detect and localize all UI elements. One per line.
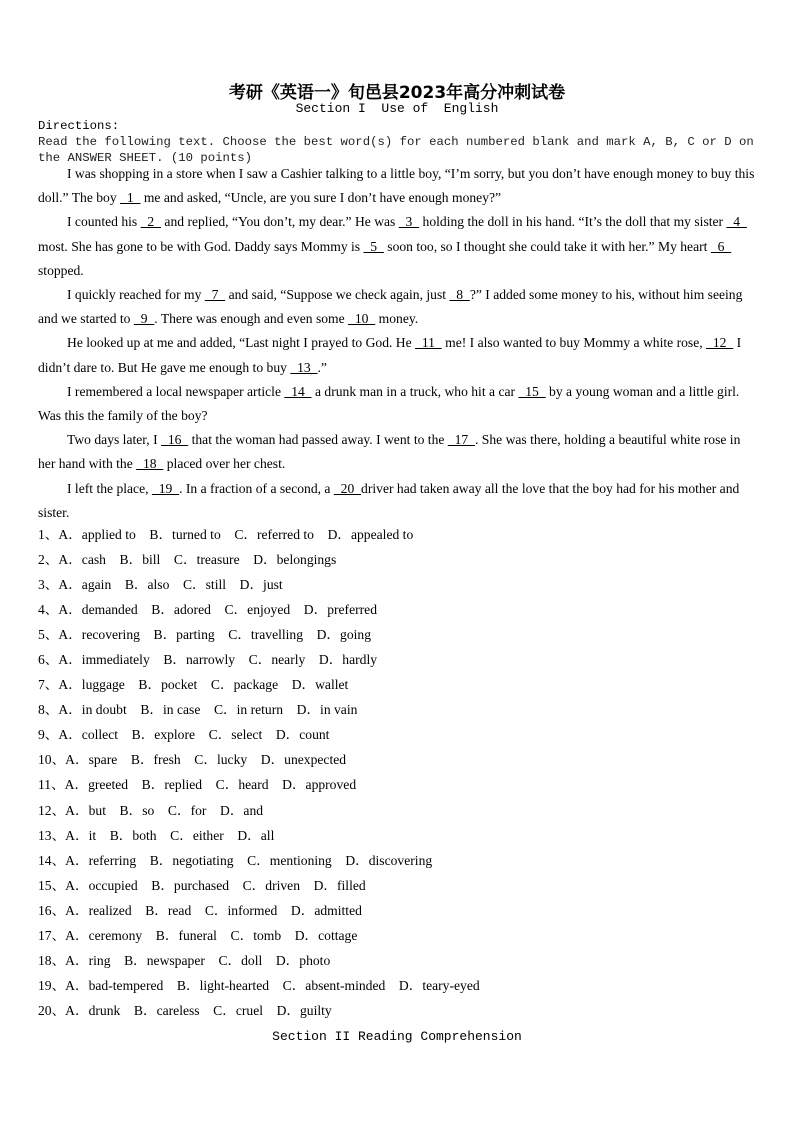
numbered-blank: 7 xyxy=(204,287,226,303)
numbered-blank: 2 xyxy=(140,214,162,230)
question-options: 17、A．ceremony B．funeral C．tomb D．cottage xyxy=(38,927,358,943)
passage-paragraph xyxy=(38,331,756,379)
passage-text: a drunk man in a truck, who hit a car xyxy=(311,383,519,399)
passage-text: driver had taken away all the love that the boy had for his mother and sister. xyxy=(38,480,740,520)
passage-text: I counted his xyxy=(67,214,141,230)
question-options: 11、A．greeted B．replied C．heard D．approved xyxy=(38,777,357,793)
numbered-blank: 15 xyxy=(518,383,546,399)
passage-text: I was shopping in a store when I saw a Cashier talking to a little boy, “I’m sorry, but you don’t have enough money to buy this doll.” The boy xyxy=(38,166,755,206)
passage-text: holding the doll in his hand. “It’s the doll that my sister xyxy=(419,214,727,230)
passage-text: money. xyxy=(375,311,419,327)
numbered-blank: 9 xyxy=(133,311,155,327)
passage-paragraph xyxy=(38,283,756,331)
passage-text: soon too, so I thought she could take it with her.” My heart xyxy=(383,238,711,254)
numbered-blank: 14 xyxy=(284,383,312,399)
passage-text: I quickly reached for my xyxy=(67,287,205,303)
numbered-blank: 18 xyxy=(136,456,164,472)
question-options: 8、A．in doubt B．in case C．in return D．in vain xyxy=(38,702,358,718)
question-options: 16、A．realized B．read C．informed D．admitted xyxy=(38,902,362,918)
passage-text: . In a fraction of a second, a xyxy=(179,480,334,496)
numbered-blank: 12 xyxy=(706,335,734,351)
question-options: 15、A．occupied B．purchased C．driven D．filled xyxy=(38,877,366,893)
question-options: 14、A．referring B．negotiating C．mentioning D．discovering xyxy=(38,852,433,868)
passage-text: Two days later, I xyxy=(67,432,162,448)
passage-text: me and asked, “Uncle, are you sure I don’t have enough money?” xyxy=(140,190,502,206)
question-options: 19、A．bad-tempered B．light-hearted C．absent-minded D．teary-eyed xyxy=(38,977,480,993)
question-options: 9、A．collect B．explore C．select D．count xyxy=(38,727,330,743)
numbered-blank: 13 xyxy=(290,359,318,375)
question-options: 10、A．spare B．fresh C．lucky D．unexpected xyxy=(38,752,347,768)
passage-text: most. She has gone to be with God. Daddy says Mommy is xyxy=(38,238,364,254)
question-options: 12、A．but B．so C．for D．and xyxy=(38,802,264,818)
numbered-blank: 20 xyxy=(333,480,362,496)
passage-text: .” xyxy=(317,359,327,375)
question-options: 7、A．luggage B．pocket C．package D．wallet xyxy=(38,677,349,693)
passage-text: ?” I added some money to his, without him seeing and we started to xyxy=(38,287,743,327)
numbered-blank: 17 xyxy=(447,432,475,448)
passage-paragraph xyxy=(38,428,756,476)
question-options: 6、A．immediately B．narrowly C．nearly D．hardly xyxy=(38,652,378,668)
passage-text: He looked up at me and added, “Last night I prayed to God. He xyxy=(67,335,416,351)
passage-text: and replied, “You don’t, my dear.” He was xyxy=(161,214,399,230)
passage-text: and said, “Suppose we check again, just xyxy=(225,287,450,303)
question-options: 18、A．ring B．newspaper C．doll D．photo xyxy=(38,952,331,968)
passage-text: placed over her chest. xyxy=(163,456,286,472)
directions-text: Read the following text. Choose the best word(s) for each numbered blank and mark A, B, C or D on the ANSWER SHEET. (10 points) xyxy=(38,135,754,165)
answer-options-list xyxy=(38,525,480,1026)
numbered-blank: 11 xyxy=(415,335,442,351)
passage-text: I left the place, xyxy=(67,480,152,496)
section-heading-use-of-english: Section I Use of English xyxy=(295,101,499,116)
passage-text: I didn’t dare to. But He gave me enough to buy xyxy=(38,335,742,375)
question-options: 5、A．recovering B．parting C．travelling D．going xyxy=(38,627,371,643)
question-options: 4、A．demanded B．adored C．enjoyed D．preferred xyxy=(38,602,377,618)
passage-paragraph xyxy=(38,162,756,210)
question-options: 1、A．applied to B．turned to C．referred to D．appealed to xyxy=(38,527,414,542)
question-options: 20、A．drunk B．careless C．cruel D．guilty xyxy=(38,1002,332,1018)
numbered-blank: 3 xyxy=(398,214,420,230)
numbered-blank: 1 xyxy=(120,190,141,206)
passage-paragraph xyxy=(38,210,756,283)
question-options: 2、A．cash B．bill C．treasure D．belongings xyxy=(38,552,337,568)
passage-text: . There was enough and even some xyxy=(154,311,349,327)
numbered-blank: 8 xyxy=(449,287,470,303)
passage-text: . She was there, holding a beautiful white rose in her hand with the xyxy=(38,432,741,472)
passage-paragraph xyxy=(38,380,756,428)
passage-text: I remembered a local newspaper article xyxy=(67,383,285,399)
passage-text: that the woman had passed away. I went to the xyxy=(188,432,448,448)
passage-text: stopped. xyxy=(38,262,84,278)
question-options: 13、A．it B．both C．either D．all xyxy=(38,827,275,843)
passage-paragraph xyxy=(38,477,756,525)
numbered-blank: 10 xyxy=(348,311,376,327)
question-options: 3、A．again B．also C．still D．just xyxy=(38,577,283,593)
cloze-passage xyxy=(38,162,756,525)
numbered-blank: 19 xyxy=(151,480,180,496)
numbered-blank: 16 xyxy=(161,432,189,448)
section-heading-reading-comprehension: Section II Reading Comprehension xyxy=(272,1029,522,1044)
numbered-blank: 6 xyxy=(710,238,732,254)
numbered-blank: 4 xyxy=(726,214,747,230)
passage-text: by a young woman and a little girl. Was this the family of the boy? xyxy=(38,383,740,424)
directions-label: Directions: xyxy=(38,119,120,133)
numbered-blank: 5 xyxy=(363,238,384,254)
page-title: 考研《英语一》旬邑县2023年高分冲刺试卷 xyxy=(228,83,566,103)
passage-text: me! I also wanted to buy Mommy a white rose, xyxy=(441,335,707,351)
